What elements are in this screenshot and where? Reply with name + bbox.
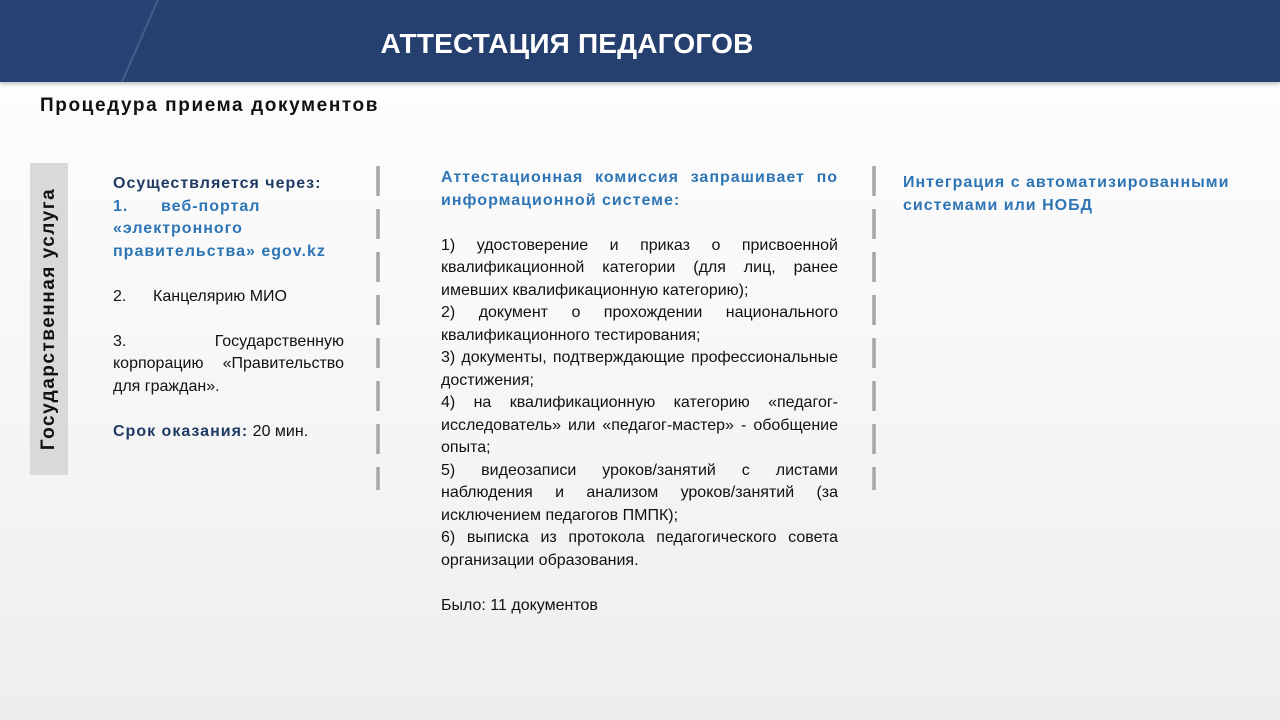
column-divider-left — [376, 166, 380, 490]
document-item-2: 2) документ о прохождении национального квалификационного тестирования; — [441, 304, 838, 344]
service-term — [113, 421, 344, 444]
service-term-label: Срок оказания: — [113, 422, 249, 440]
documents-heading: Аттестационная комиссия запрашивает по информационной системе: — [441, 169, 838, 209]
side-label-text: Государственная услуга — [38, 187, 59, 451]
channel-item-office: 2. Канцелярию МИО — [113, 287, 287, 305]
column-integration — [903, 172, 1253, 217]
document-item-5: 5) видеозаписи уроков/занятий с листами наблюдения и анализом уроков/занятий (за исключением педагогов ПМПК); — [441, 461, 838, 524]
side-label-box — [30, 163, 68, 475]
channel-item-corporation: 3. Государственную корпорацию «Правительство для граждан». — [113, 332, 349, 395]
section-subtitle: Процедура приема документов — [40, 95, 380, 116]
column-service-channels — [113, 173, 349, 443]
channels-heading: Осуществляется через: — [113, 175, 322, 192]
column-requested-documents — [441, 167, 838, 617]
service-term-value: 20 мин. — [248, 422, 309, 440]
document-item-1: 1) удостоверение и приказ о присвоенной квалификационной категории (для лиц, ранее имевших квалификационную категорию); — [441, 236, 838, 299]
header-bar — [0, 0, 1280, 82]
page-title: АТТЕСТАЦИЯ ПЕДАГОГОВ — [380, 28, 754, 59]
document-item-6: 6) выписка из протокола педагогического совета организации образования. — [441, 529, 838, 569]
document-item-4: 4) на квалификационную категорию «педагог-исследователь» или «педагог-мастер» - обобщение опыта; — [441, 394, 838, 456]
channel-item-egov: 1. веб-портал «электронного правительства» egov.kz — [113, 197, 326, 260]
documents-footer: Было: 11 документов — [441, 596, 598, 614]
integration-heading: Интеграция с автоматизированными системами или НОБД — [903, 174, 1230, 214]
document-item-3: 3) документы, подтверждающие профессиональные достижения; — [441, 349, 838, 389]
column-divider-right — [872, 166, 876, 490]
